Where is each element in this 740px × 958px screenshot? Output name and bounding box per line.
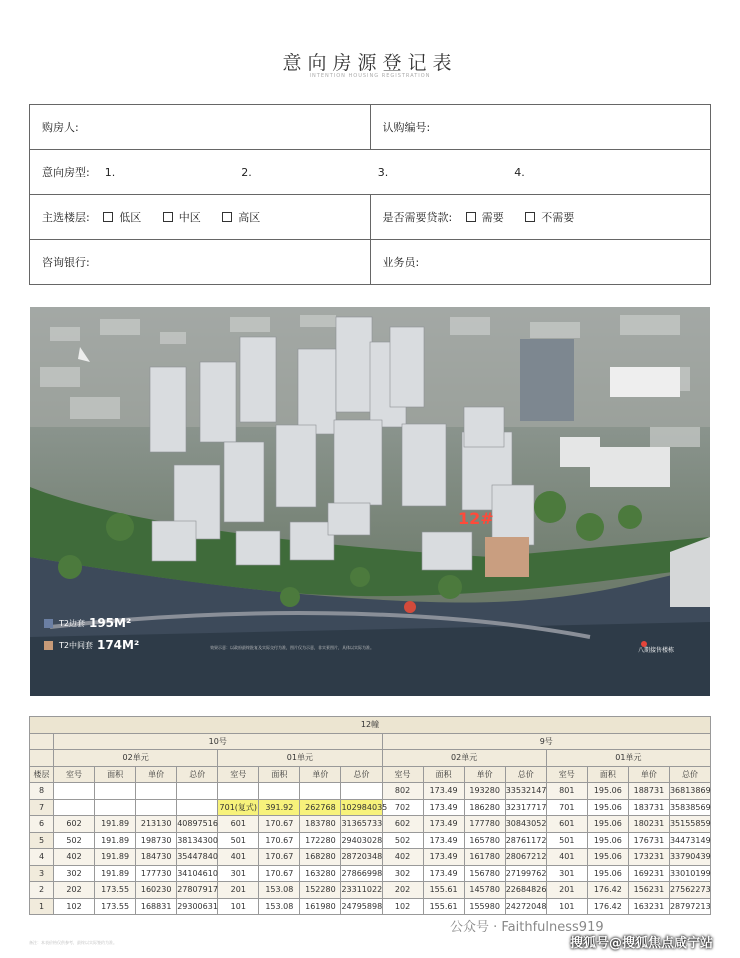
price-cell: 161980 — [300, 898, 341, 915]
unit-header: 01单元 — [218, 750, 382, 767]
price-cell: 36813869 — [669, 783, 710, 800]
unit-header: 02单元 — [382, 750, 546, 767]
table-row — [30, 783, 711, 800]
table-row — [30, 865, 711, 882]
price-cell: 170.67 — [259, 816, 300, 833]
checkbox-need-loan[interactable] — [466, 212, 476, 222]
price-cell: 501 — [218, 832, 259, 849]
buyer-field[interactable] — [30, 105, 371, 150]
price-cell: 27866998 — [341, 865, 382, 882]
price-cell — [54, 799, 95, 816]
price-cell: 262768 — [300, 799, 341, 816]
price-cell: 35838569 — [669, 799, 710, 816]
price-cell: 183731 — [628, 799, 669, 816]
price-cell: 24272048 — [505, 898, 546, 915]
floor-cell: 5 — [30, 832, 54, 849]
price-cell: 195.06 — [587, 799, 628, 816]
block-9-header: 9号 — [382, 733, 711, 750]
house-type-option-2[interactable]: 2. — [241, 166, 252, 179]
house-type-field[interactable] — [30, 150, 711, 195]
price-cell: 102 — [54, 898, 95, 915]
checkbox-no-loan[interactable] — [525, 212, 535, 222]
price-cell: 176.42 — [587, 898, 628, 915]
loan-option-yes: 需要 — [481, 211, 504, 224]
price-cell: 28797213 — [669, 898, 710, 915]
price-cell: 180231 — [628, 816, 669, 833]
price-cell: 153.08 — [259, 882, 300, 899]
price-cell — [136, 783, 177, 800]
price-cell: 801 — [546, 783, 587, 800]
house-type-option-1[interactable]: 1. — [104, 166, 116, 179]
price-cell: 195.06 — [587, 783, 628, 800]
column-header: 总价 — [505, 766, 546, 783]
price-cell: 195.06 — [587, 865, 628, 882]
column-header: 总价 — [341, 766, 382, 783]
price-cell: 191.89 — [95, 816, 136, 833]
floor-label: 主选楼层: — [42, 211, 90, 224]
price-cell: 32317717 — [505, 799, 546, 816]
floor-cell: 7 — [30, 799, 54, 816]
table-row — [30, 898, 711, 915]
floor-cell: 8 — [30, 783, 54, 800]
loan-option-no: 不需要 — [541, 211, 575, 224]
agent-field[interactable] — [370, 240, 711, 285]
price-cell: 186280 — [464, 799, 505, 816]
price-cell: 701 — [546, 799, 587, 816]
checkbox-high[interactable] — [222, 212, 232, 222]
price-cell: 702 — [382, 799, 423, 816]
column-header: 面积 — [423, 766, 464, 783]
column-header: 单价 — [300, 766, 341, 783]
price-cell: 401 — [546, 849, 587, 866]
sohu-watermark: 搜狐号@搜狐焦点咸宁站 — [570, 936, 714, 951]
price-cell: 502 — [54, 832, 95, 849]
legend-edge-label: T2边套 — [59, 618, 85, 628]
column-header: 总价 — [669, 766, 710, 783]
price-cell: 173.55 — [95, 882, 136, 899]
floor-field — [30, 195, 371, 240]
price-cell: 168831 — [136, 898, 177, 915]
price-cell: 701(复式) — [218, 799, 259, 816]
price-cell: 156780 — [464, 865, 505, 882]
price-cell: 301 — [218, 865, 259, 882]
price-cell: 602 — [382, 816, 423, 833]
bank-field[interactable] — [30, 240, 371, 285]
bank-label: 咨询银行: — [42, 256, 90, 269]
price-cell: 195.06 — [587, 849, 628, 866]
building-12-tag: 12# — [458, 509, 494, 528]
price-cell: 27562273 — [669, 882, 710, 899]
table-row — [30, 832, 711, 849]
subscription-label: 认购编号: — [382, 121, 431, 134]
column-header: 面积 — [259, 766, 300, 783]
price-cell: 173.49 — [423, 783, 464, 800]
price-cell — [136, 799, 177, 816]
price-cell — [95, 783, 136, 800]
registration-form — [29, 104, 711, 285]
price-cell: 176731 — [628, 832, 669, 849]
price-cell — [177, 783, 218, 800]
price-cell: 401 — [218, 849, 259, 866]
price-cell: 101 — [218, 898, 259, 915]
price-cell: 502 — [382, 832, 423, 849]
legend-t2-middle — [44, 633, 194, 657]
price-cell: 24795898 — [341, 898, 382, 915]
floor-cell: 3 — [30, 865, 54, 882]
price-cell: 22684826 — [505, 882, 546, 899]
price-cell: 29403028 — [341, 832, 382, 849]
price-cell: 802 — [382, 783, 423, 800]
price-cell: 501 — [546, 832, 587, 849]
checkbox-low[interactable] — [103, 212, 113, 222]
loan-field — [370, 195, 711, 240]
legend-t2-edge — [44, 611, 194, 635]
price-cell: 33532147 — [505, 783, 546, 800]
price-cell: 184730 — [136, 849, 177, 866]
price-cell: 102 — [382, 898, 423, 915]
floor-option-mid: 中区 — [178, 211, 201, 224]
price-cell: 188731 — [628, 783, 669, 800]
price-cell: 30843052 — [505, 816, 546, 833]
price-cell: 198730 — [136, 832, 177, 849]
column-header: 面积 — [587, 766, 628, 783]
price-cell: 35447840 — [177, 849, 218, 866]
price-cell: 183780 — [300, 816, 341, 833]
block-10-header: 10号 — [54, 733, 383, 750]
price-cell: 601 — [218, 816, 259, 833]
floor-header: 楼层 — [30, 766, 54, 783]
price-cell: 195.06 — [587, 816, 628, 833]
price-cell: 28720348 — [341, 849, 382, 866]
unit-header: 01单元 — [546, 750, 710, 767]
price-cell: 602 — [54, 816, 95, 833]
agent-label: 业务员: — [382, 256, 420, 269]
table-row — [30, 849, 711, 866]
table-row — [30, 882, 711, 899]
price-cell: 165780 — [464, 832, 505, 849]
price-cell: 155.61 — [423, 882, 464, 899]
price-cell: 170.67 — [259, 832, 300, 849]
building-header: 12幢 — [30, 717, 711, 734]
price-cell: 23311022 — [341, 882, 382, 899]
rendering-notes: 效果示意：以政府最终批复及实际交付为准，图片仅为示意，非实景图片，具体以实际为准。 — [210, 645, 374, 650]
price-cell: 201 — [218, 882, 259, 899]
price-cell: 160230 — [136, 882, 177, 899]
form-title: 意向房源登记表 — [282, 52, 458, 74]
price-cell: 177780 — [464, 816, 505, 833]
floor-option-low: 低区 — [119, 211, 142, 224]
table-footnote: 备注：本表价格仅供参考，最终以实际签约为准。 — [29, 940, 117, 945]
floor-cell: 4 — [30, 849, 54, 866]
column-header: 面积 — [95, 766, 136, 783]
floor-cell: 2 — [30, 882, 54, 899]
price-cell: 27199762 — [505, 865, 546, 882]
column-header: 室号 — [546, 766, 587, 783]
price-cell: 173.49 — [423, 849, 464, 866]
price-cell: 40897516 — [177, 816, 218, 833]
legend-middle-area: 174M² — [96, 638, 140, 652]
price-cell: 28067212 — [505, 849, 546, 866]
price-cell: 302 — [54, 865, 95, 882]
column-header: 单价 — [628, 766, 669, 783]
price-cell — [218, 783, 259, 800]
aerial-rendering — [30, 307, 710, 696]
price-cell — [341, 783, 382, 800]
price-cell: 35155859 — [669, 816, 710, 833]
price-cell: 302 — [382, 865, 423, 882]
buyer-label: 购房人: — [42, 121, 79, 134]
price-cell: 38134300 — [177, 832, 218, 849]
floor-cell: 1 — [30, 898, 54, 915]
price-cell: 145780 — [464, 882, 505, 899]
price-cell: 176.42 — [587, 882, 628, 899]
column-header: 室号 — [218, 766, 259, 783]
price-cell: 34104610 — [177, 865, 218, 882]
price-cell: 173.49 — [423, 816, 464, 833]
table-row — [30, 816, 711, 833]
price-cell: 202 — [382, 882, 423, 899]
price-cell: 202 — [54, 882, 95, 899]
sales-building-marker: 八期接售楼栋 — [638, 647, 675, 654]
legend-swatch-middle — [44, 641, 53, 650]
column-header: 室号 — [54, 766, 95, 783]
price-cell: 191.89 — [95, 849, 136, 866]
legend-middle-label: T2中间套 — [59, 640, 93, 650]
price-cell: 31365733 — [341, 816, 382, 833]
price-cell: 170.67 — [259, 865, 300, 882]
price-cell — [54, 783, 95, 800]
price-cell: 172280 — [300, 832, 341, 849]
price-cell: 101 — [546, 898, 587, 915]
price-cell: 155.61 — [423, 898, 464, 915]
floor-cell: 6 — [30, 816, 54, 833]
price-cell: 170.67 — [259, 849, 300, 866]
subscription-field[interactable] — [370, 105, 711, 150]
price-cell: 193280 — [464, 783, 505, 800]
price-cell: 391.92 — [259, 799, 300, 816]
price-cell: 173.49 — [423, 799, 464, 816]
price-cell: 191.89 — [95, 865, 136, 882]
legend-edge-area: 195M² — [88, 616, 132, 630]
price-cell: 34473149 — [669, 832, 710, 849]
price-cell: 301 — [546, 865, 587, 882]
price-cell — [259, 783, 300, 800]
price-cell: 33010199 — [669, 865, 710, 882]
price-cell: 163280 — [300, 865, 341, 882]
column-header: 单价 — [464, 766, 505, 783]
wechat-watermark: 公众号 · Faithfulness919 — [450, 920, 604, 935]
price-cell: 152280 — [300, 882, 341, 899]
price-cell: 173.49 — [423, 832, 464, 849]
price-cell: 195.06 — [587, 832, 628, 849]
price-cell: 169231 — [628, 865, 669, 882]
price-cell: 173.49 — [423, 865, 464, 882]
price-cell: 173231 — [628, 849, 669, 866]
price-cell — [177, 799, 218, 816]
price-cell: 601 — [546, 816, 587, 833]
checkbox-mid[interactable] — [163, 212, 173, 222]
legend-swatch-edge — [44, 619, 53, 628]
price-cell: 168280 — [300, 849, 341, 866]
price-cell: 153.08 — [259, 898, 300, 915]
price-cell: 177730 — [136, 865, 177, 882]
price-cell — [95, 799, 136, 816]
column-header: 单价 — [136, 766, 177, 783]
price-cell: 402 — [54, 849, 95, 866]
unit-header: 02单元 — [54, 750, 218, 767]
floor-option-high: 高区 — [238, 211, 261, 224]
price-cell: 29300631 — [177, 898, 218, 915]
price-cell: 28761172 — [505, 832, 546, 849]
price-cell: 102984035 — [341, 799, 382, 816]
price-cell: 402 — [382, 849, 423, 866]
price-cell: 163231 — [628, 898, 669, 915]
house-type-label: 意向房型: — [42, 166, 90, 179]
loan-label: 是否需要贷款: — [382, 211, 453, 224]
form-subtitle: INTENTION HOUSING REGISTRATION — [309, 73, 431, 79]
house-type-option-3[interactable]: 3. — [377, 166, 389, 179]
table-row — [30, 799, 711, 816]
price-cell: 156231 — [628, 882, 669, 899]
price-cell: 191.89 — [95, 832, 136, 849]
price-cell: 27807917 — [177, 882, 218, 899]
price-cell: 213130 — [136, 816, 177, 833]
price-cell: 201 — [546, 882, 587, 899]
column-header: 室号 — [382, 766, 423, 783]
price-cell: 173.55 — [95, 898, 136, 915]
column-header: 总价 — [177, 766, 218, 783]
price-cell: 33790439 — [669, 849, 710, 866]
price-cell — [300, 783, 341, 800]
price-cell: 155980 — [464, 898, 505, 915]
price-table — [29, 716, 711, 915]
price-cell: 161780 — [464, 849, 505, 866]
house-type-option-4[interactable]: 4. — [514, 166, 525, 179]
